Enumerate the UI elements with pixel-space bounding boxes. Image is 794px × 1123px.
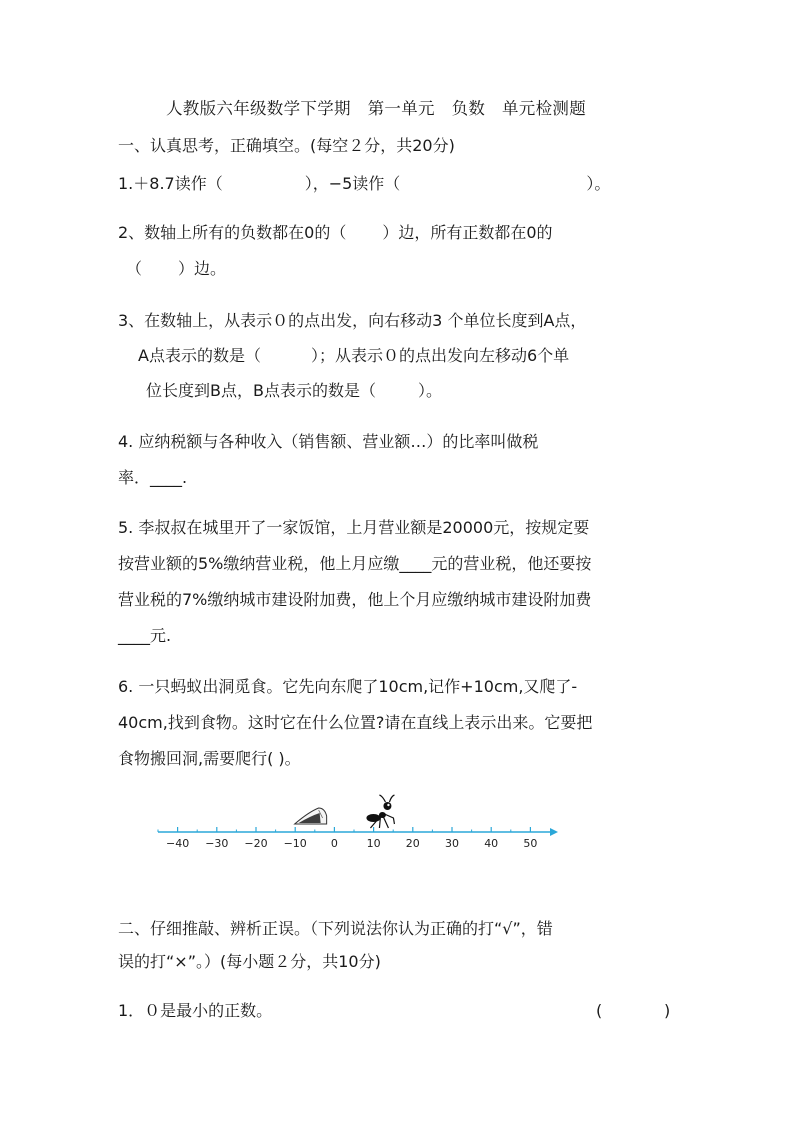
number-line-tick-label: −30 [205, 837, 229, 850]
question-3-line-3 [146, 381, 442, 401]
number-line-tick-label: −10 [283, 837, 307, 850]
number-line-tick-label: 20 [405, 837, 420, 850]
q2-part-d: ）边。 [178, 259, 227, 278]
question-3-line-1: 3、在数轴上，从表示０的点出发，向右移动3 个单位长度到A点， [118, 311, 587, 330]
q2-part-b: ）边，所有正数都在0的 [382, 223, 553, 242]
q2-part-c: （ [126, 259, 143, 278]
question-4-line-2: 率．____. [118, 468, 188, 487]
question-3-line-2 [138, 346, 569, 366]
section1-heading: 一、认真思考，正确填空。(每空２分，共20分) [118, 136, 455, 155]
question-6-line-1: 6. 一只蚂蚁出洞觅食。它先向东爬了10cm,记作+10cm,又爬了- [118, 677, 578, 696]
question-6-line-3: 食物搬回洞,需要爬行( )。 [118, 749, 301, 768]
q3-part-a: A点表示的数是（ [138, 346, 261, 365]
section2-q1-answer-blank[interactable] [612, 1001, 664, 1021]
q3-part-d: ）。 [417, 381, 442, 400]
question-2-line-1 [118, 223, 553, 243]
q3-part-b: ）；从表示０的点出发向左移动6个单 [310, 346, 570, 365]
section2-heading-line-1: 二、仔细推敲、辨析正误。（下列说法你认为正确的打“√”，错 [118, 919, 553, 938]
page-title: 人教版六年级数学下学期 第一单元 负数 单元检测题 [166, 99, 586, 118]
number-line-tick-label: −20 [244, 837, 268, 850]
ant-hole-icon [295, 808, 327, 824]
q1-part-a: 1.＋8.7读作（ [118, 174, 223, 193]
number-line-tick-label: 30 [445, 837, 459, 850]
number-line-arrow-icon [550, 828, 558, 836]
number-line-tick-label: 40 [484, 837, 499, 850]
question-5-line-2: 按营业额的5%缴纳营业税，他上月应缴____元的营业税，他还要按 [118, 554, 592, 573]
section2-q1-paren-open: ( [596, 1001, 603, 1020]
ant-icon [366, 795, 394, 828]
q1-part-b: ），−5读作（ [304, 174, 401, 193]
number-line-tick-label: 50 [523, 837, 538, 850]
q1-part-c: ）。 [586, 174, 611, 193]
number-line-tick-label: 10 [366, 837, 381, 850]
question-4-line-1: 4. 应纳税额与各种收入（销售额、营业额…）的比率叫做税 [118, 432, 539, 451]
number-line-tick-label: −40 [165, 837, 190, 850]
question-5-line-3: 营业税的7%缴纳城市建设附加费，他上个月应缴纳城市建设附加费 [118, 590, 592, 609]
section2-q1-paren-close: ) [664, 1001, 671, 1020]
section2-question-1: 1．０是最小的正数。 [118, 1001, 273, 1020]
question-5-line-4: ____元. [118, 626, 172, 645]
question-5-line-1: 5. 李叔叔在城里开了一家饭馆，上月营业额是20000元，按规定要 [118, 518, 590, 537]
number-line-tick-label: 0 [330, 837, 338, 850]
q2-part-a: 2、数轴上所有的负数都在0的（ [118, 223, 347, 242]
number-line [150, 788, 570, 854]
q3-part-c: 位长度到B点，B点表示的数是（ [146, 381, 376, 400]
question-6-line-2: 40cm,找到食物。这时它在什么位置?请在直线上表示出来。它要把 [118, 713, 593, 732]
question-2-line-2 [126, 259, 226, 279]
question-1 [118, 174, 610, 194]
section2-heading-line-2: 误的打“×”。）(每小题２分，共10分) [118, 952, 381, 971]
